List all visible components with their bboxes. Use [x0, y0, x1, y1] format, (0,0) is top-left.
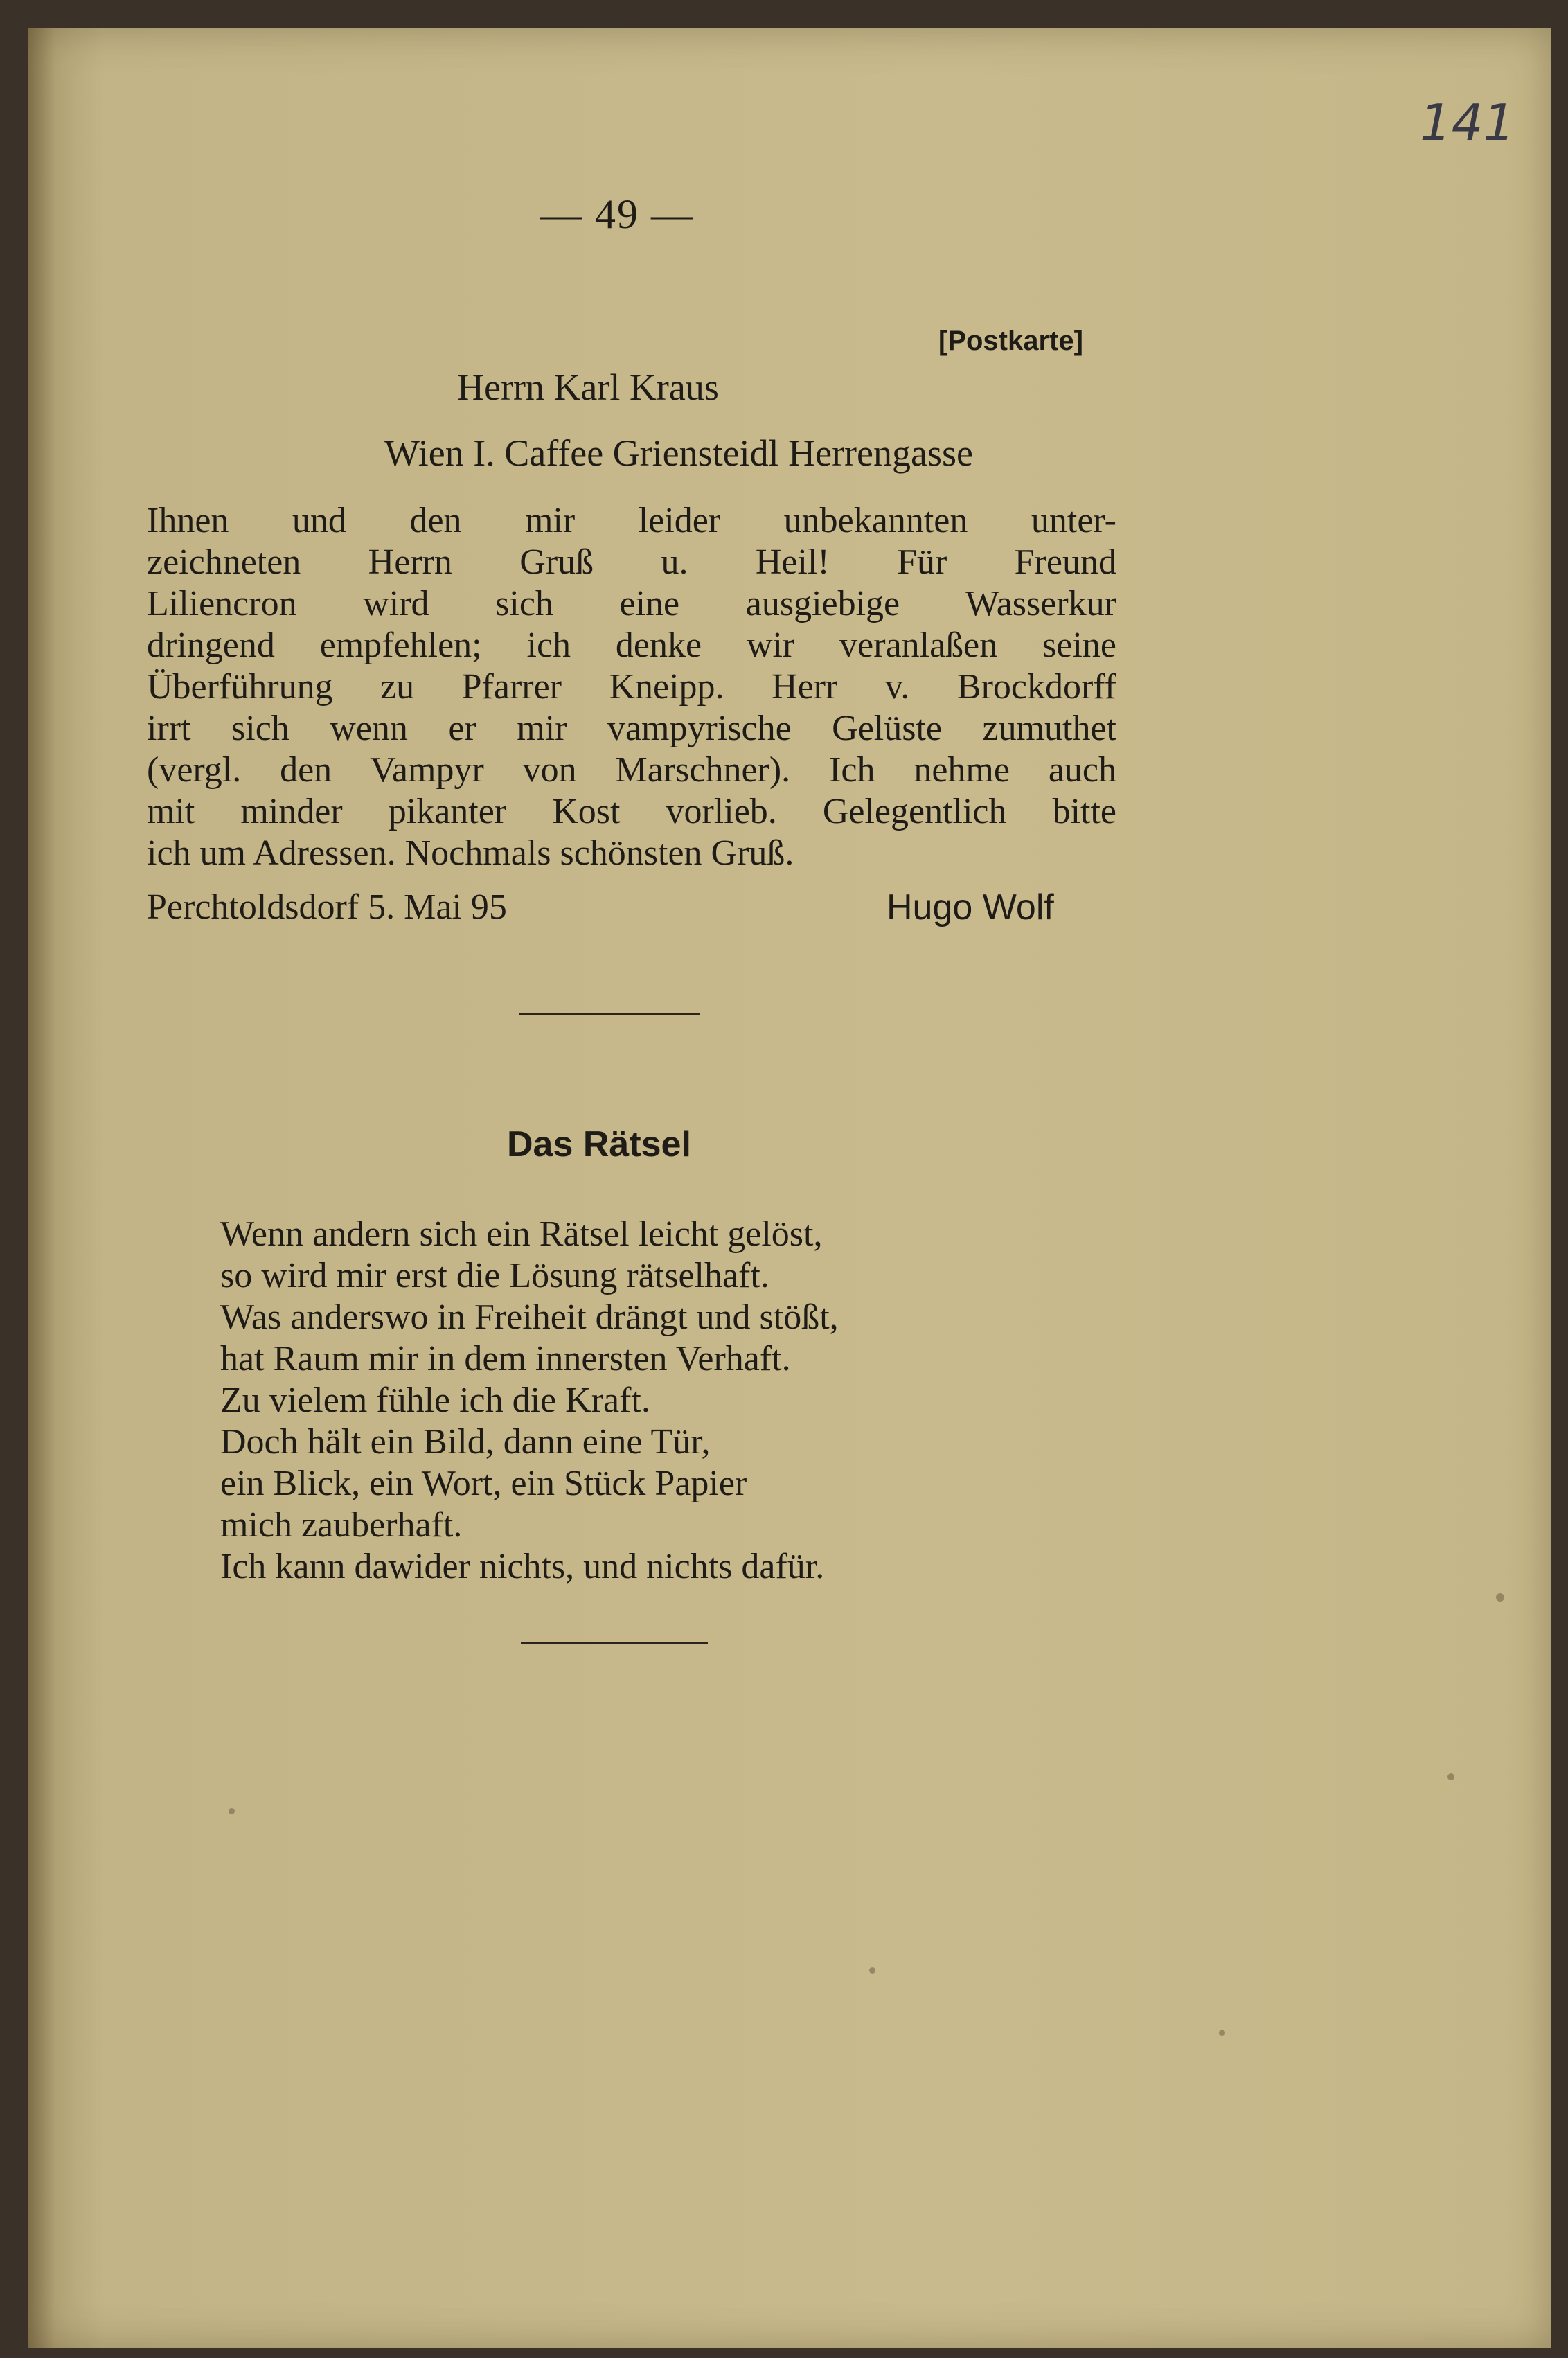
poem-line: ein Blick, ein Wort, ein Stück Papier [220, 1464, 747, 1503]
letter-line: mit minder pikanter Kost vorlieb. Gelegentlich bitte [147, 792, 1116, 831]
letter-line: Ihnen und den mir leider unbekannten unter- [147, 501, 1116, 540]
letter-place-date: Perchtoldsdorf 5. Mai 95 [147, 887, 507, 927]
poem-line: Wenn andern sich ein Rätsel leicht gelöst, [220, 1214, 823, 1254]
section-divider [519, 1013, 700, 1015]
paper-blemish [1219, 2030, 1225, 2036]
pencil-folio-note: 141 [1420, 94, 1515, 152]
poem-title: Das Rätsel [507, 1124, 691, 1164]
letter-line: zeichneten Herrn Gruß u. Heil! Für Freund [147, 542, 1116, 582]
poem-line: Ich kann dawider nichts, und nichts dafür. [220, 1547, 825, 1586]
letter-line: ich um Adressen. Nochmals schönsten Gruß. [147, 833, 794, 873]
letter-recipient: Herrn Karl Kraus [457, 366, 719, 408]
page-number: — 49 — [540, 191, 694, 237]
poem-line: Zu vielem fühle ich die Kraft. [220, 1381, 650, 1420]
paper-blemish [869, 1967, 875, 1974]
letter-address: Wien I. Caffee Griensteidl Herrengasse [384, 432, 973, 474]
paper-blemish [229, 1808, 235, 1814]
poem-line: so wird mir erst die Lösung rätselhaft. [220, 1256, 769, 1295]
poem-line: Doch hält ein Bild, dann eine Tür, [220, 1422, 711, 1462]
paper-blemish [1496, 1593, 1504, 1602]
letter-line: (vergl. den Vampyr von Marschner). Ich nehme auch [147, 750, 1116, 790]
letter-line: dringend empfehlen; ich denke wir veranlaßen seine [147, 626, 1116, 665]
poem-line: hat Raum mir in dem innersten Verhaft. [220, 1339, 791, 1379]
letter-line: Überführung zu Pfarrer Kneipp. Herr v. Brockdorff [147, 667, 1116, 707]
section-divider [521, 1642, 708, 1644]
letter-line: irrt sich wenn er mir vampyrische Gelüste zumuthet [147, 709, 1116, 748]
letter-line: Liliencron wird sich eine ausgiebige Wasserkur [147, 584, 1116, 623]
poem-line: mich zauberhaft. [220, 1505, 463, 1545]
paper-blemish [1447, 1773, 1454, 1780]
letter-type-label: [Postkarte] [938, 326, 1083, 356]
book-page [28, 28, 1551, 2348]
letter-signature: Hugo Wolf [887, 887, 1054, 928]
poem-line: Was anderswo in Freiheit drängt und stößt, [220, 1297, 839, 1337]
